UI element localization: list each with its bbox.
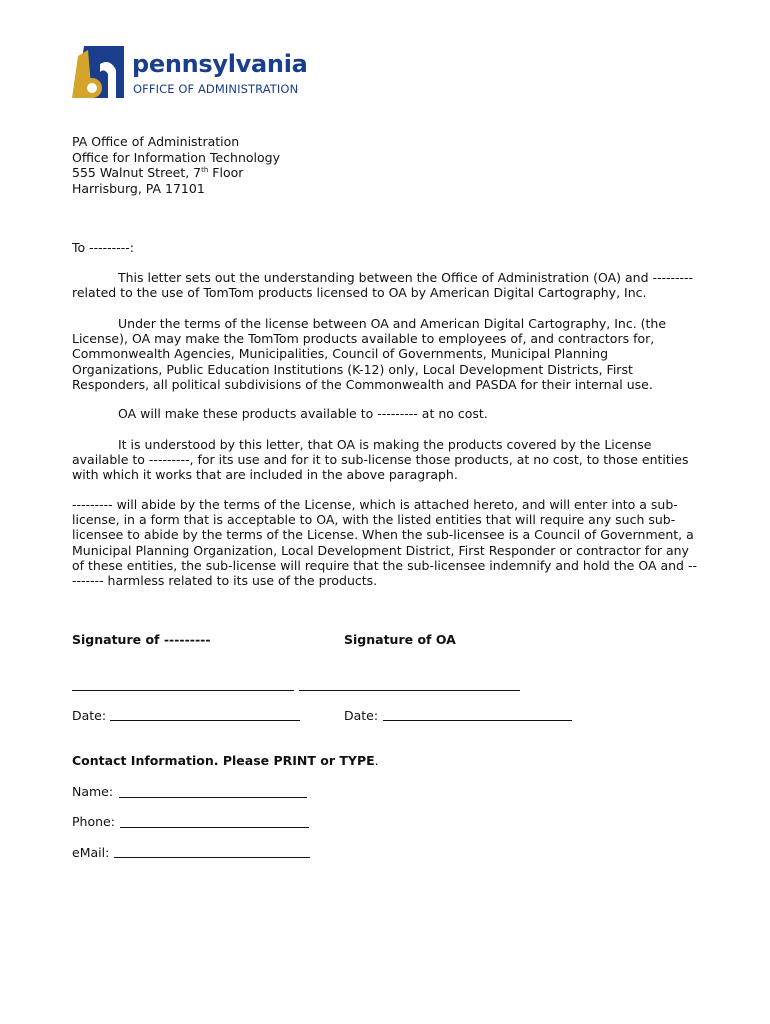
paragraph: OA will make these products available to --------- at no cost. (118, 406, 488, 421)
date-line-left[interactable] (110, 720, 300, 721)
name-line[interactable] (119, 797, 307, 798)
paragraph: It is understood by this letter, that OA is making the products covered by the License available to ---------, for its use and for it to sub-license those products, at no cost, to those entities with which it works that are included in the above paragraph. (72, 437, 689, 483)
paragraph: Under the terms of the license between OA and American Digital Cartography, Inc. (the License), OA may make the TomTom products available to employees of, and contractors for, Commonwealth Agencies, Municipalities, Council of Governments, Municipal Planning Organizations, Public Education Institutions (K-12) only, Local Development Districts, First Responders, all political subdivisions of the Commonwealth and PASDA for their internal use. (72, 316, 667, 392)
paragraph: This letter sets out the understanding between the Office of Administration (OA) and --------- related to the use of TomTom products licensed to OA by American Digital Cartography, Inc. (72, 270, 694, 301)
address-line: Office for Information Technology (72, 149, 280, 165)
name-label: Name: (72, 784, 114, 799)
date-label-right: Date: (344, 708, 379, 723)
phone-line[interactable] (120, 827, 309, 828)
logo-wordmark: pennsylvania (132, 50, 308, 78)
email-line[interactable] (114, 857, 310, 858)
phone-label: Phone: (72, 814, 115, 829)
signature-label-right: Signature of OA (344, 632, 456, 647)
logo-subtitle: OFFICE OF ADMINISTRATION (133, 82, 299, 96)
signature-label-left: Signature of --------- (72, 632, 211, 647)
contact-heading: Contact Information. Please PRINT or TYPE. (72, 753, 379, 768)
address-line: PA Office of Administration (72, 134, 240, 149)
signature-line-left[interactable] (72, 690, 294, 691)
salutation: To ---------: (72, 240, 134, 255)
address-line: Harrisburg, PA 17101 (72, 180, 205, 196)
keystone-logo-icon (70, 44, 132, 104)
pa-oa-logo (70, 44, 310, 104)
sender-address (72, 134, 280, 196)
date-label-left: Date: (72, 708, 107, 723)
address-line: 555 Walnut Street, 7th Floor (72, 165, 244, 180)
signature-line-right[interactable] (299, 690, 520, 691)
email-label: eMail: (72, 845, 110, 860)
date-line-right[interactable] (383, 720, 572, 721)
paragraph: --------- will abide by the terms of the License, which is attached hereto, and will enter into a sub-license, in a form that is acceptable to OA, with the listed entities that will require any such sub-licensee to abide by the terms of the License. When the sub-licensee is a Council of Government, a Municipal Planning Organization, Local Development District, First Responder or contractor for any of these entities, the sub-license will require that the sub-licensee indemnify and hold the OA and --------- harmless related to its use of the products. (72, 497, 697, 589)
